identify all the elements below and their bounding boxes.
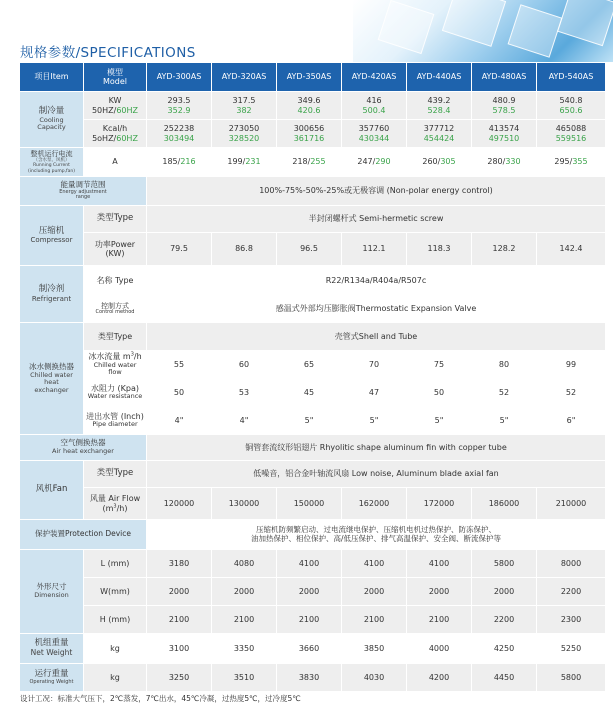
dimension-w-row [20, 578, 606, 606]
ice-cubes-banner [353, 0, 613, 62]
cooling-kw-cell: 293.5 352.9 [147, 92, 212, 120]
air-label: 空气侧换热器 Air heat exchanger [20, 435, 147, 461]
op-weight-cell: 4200 [407, 664, 472, 692]
flow-cell: 65 [277, 351, 342, 379]
model-header: 模型 Model [84, 63, 147, 92]
airflow-cell: 172000 [407, 488, 472, 520]
height-cell: 2100 [277, 606, 342, 634]
protection-row [20, 520, 606, 550]
flow-cell: 99 [537, 351, 606, 379]
compressor-power-row [20, 233, 606, 266]
fan-type-row [20, 461, 606, 488]
net-weight-cell: 4250 [472, 634, 537, 664]
dimension-w-label: W(mm) [84, 578, 147, 606]
current-cell: 185/216 [147, 148, 212, 177]
refrigerant-control-row [20, 296, 606, 323]
width-cell: 2000 [212, 578, 277, 606]
refrigerant-control-label: 控制方式 Control method [84, 296, 147, 323]
op-weight-cell: 3250 [147, 664, 212, 692]
resistance-cell: 50 [147, 379, 212, 407]
resistance-cell: 52 [537, 379, 606, 407]
width-cell: 2000 [342, 578, 407, 606]
cooling-kcal-cell: 465088 559516 [537, 120, 606, 148]
flow-cell: 70 [342, 351, 407, 379]
op-weight-cell: 5800 [537, 664, 606, 692]
protection-value: 压缩机防频繁启动、过电流继电保护、压缩机电机过热保护、防冻保护、 油加热保护、相位保护、高/低压保护、排气高温保护、安全阀、断流保护等 [147, 520, 606, 550]
power-cell: 86.8 [212, 233, 277, 266]
flow-cell: 55 [147, 351, 212, 379]
net-weight-cell: 3350 [212, 634, 277, 664]
airflow-cell: 130000 [212, 488, 277, 520]
cooling-kw-cell: 540.8 650.6 [537, 92, 606, 120]
energy-row [20, 177, 606, 206]
net-weight-cell: 3100 [147, 634, 212, 664]
compressor-type-row [20, 206, 606, 233]
refrigerant-name-value: R22/R134a/R404a/R507c [147, 266, 606, 296]
chilled-type-value: 壳管式Shell and Tube [147, 323, 606, 351]
net-weight-row [20, 634, 606, 664]
dimension-l-label: L (mm) [84, 550, 147, 578]
op-weight-cell: 4450 [472, 664, 537, 692]
power-cell: 96.5 [277, 233, 342, 266]
refrigerant-control-value: 感温式外部均压膨胀阀Thermostatic Expansion Valve [147, 296, 606, 323]
current-unit: A [84, 148, 147, 177]
resistance-cell: 45 [277, 379, 342, 407]
net-weight-unit: kg [84, 634, 147, 664]
power-cell: 79.5 [147, 233, 212, 266]
cooling-label: 制冷量 Cooling Capacity [20, 92, 84, 148]
airflow-cell: 150000 [277, 488, 342, 520]
model-col-1: AYD-300AS [147, 63, 212, 92]
pipe-cell: 6" [537, 407, 606, 435]
length-cell: 4100 [277, 550, 342, 578]
cooling-kw-cell: 439.2 528.4 [407, 92, 472, 120]
chilled-pipe-row [20, 407, 606, 435]
dimension-label: 外形尺寸 Dimension [20, 550, 84, 634]
refrigerant-name-label: 名称 Type [84, 266, 147, 296]
flow-cell: 80 [472, 351, 537, 379]
cooling-kcal-cell: 273050 328520 [212, 120, 277, 148]
energy-label: 能量调节范围 Energy adjustment range [20, 177, 147, 206]
cooling-kw-unit: KW 50HZ/60HZ [84, 92, 147, 120]
height-cell: 2100 [407, 606, 472, 634]
pipe-cell: 4" [147, 407, 212, 435]
protection-label: 保护装置Protection Device [20, 520, 147, 550]
length-cell: 8000 [537, 550, 606, 578]
model-col-6: AYD-480AS [472, 63, 537, 92]
power-cell: 118.3 [407, 233, 472, 266]
length-cell: 4080 [212, 550, 277, 578]
energy-value: 100%-75%-50%-25%或无极容调 (Non-polar energy control) [147, 177, 606, 206]
current-label: 整机运行电流 （含水泵、风机） Running Current (including pump,fan) [20, 148, 84, 177]
resistance-cell: 52 [472, 379, 537, 407]
cooling-kcal-cell: 413574 497510 [472, 120, 537, 148]
compressor-power-label: 功率Power (KW) [84, 233, 147, 266]
chilled-pipe-label: 进出水管 (Inch) Pipe diameter [84, 407, 147, 435]
cooling-kw-cell: 349.6 420.6 [277, 92, 342, 120]
length-cell: 5800 [472, 550, 537, 578]
item-header: 项目Item [20, 63, 84, 92]
chilled-resistance-label: 水阻力 (Kpa) Water resistance [84, 379, 147, 407]
model-col-4: AYD-420AS [342, 63, 407, 92]
airflow-cell: 162000 [342, 488, 407, 520]
dimension-h-row [20, 606, 606, 634]
dimension-h-label: H (mm) [84, 606, 147, 634]
cooling-kw-row [20, 92, 606, 120]
power-cell: 128.2 [472, 233, 537, 266]
cooling-kcal-row [20, 120, 606, 148]
current-row [20, 148, 606, 177]
fan-flow-row [20, 488, 606, 520]
chilled-label: 冰水侧换热器 Chilled water heat exchanger [20, 323, 84, 435]
airflow-cell: 210000 [537, 488, 606, 520]
height-cell: 2300 [537, 606, 606, 634]
op-weight-cell: 3510 [212, 664, 277, 692]
length-cell: 4100 [342, 550, 407, 578]
refrigerant-label: 制冷剂 Refrigerant [20, 266, 84, 323]
resistance-cell: 53 [212, 379, 277, 407]
height-cell: 2100 [147, 606, 212, 634]
op-weight-cell: 4030 [342, 664, 407, 692]
height-cell: 2100 [212, 606, 277, 634]
fan-type-label: 类型Type [84, 461, 147, 488]
cooling-kw-cell: 416 500.4 [342, 92, 407, 120]
power-cell: 142.4 [537, 233, 606, 266]
page-title: 规格参数/SPECIFICATIONS [20, 45, 196, 61]
cooling-kcal-cell: 252238 303494 [147, 120, 212, 148]
air-value: 铜管套流纹形铝翅片 Rhyolitic shape aluminum fin with copper tube [147, 435, 606, 461]
fan-label: 风机Fan [20, 461, 84, 520]
cooling-kcal-cell: 377712 454424 [407, 120, 472, 148]
net-weight-cell: 4000 [407, 634, 472, 664]
spec-table [19, 62, 606, 692]
width-cell: 2200 [537, 578, 606, 606]
design-conditions-note: 设计工况：标准大气压下，2℃蒸发，7℃出水，45℃冷凝，过热度5℃，过冷度5℃ [20, 694, 301, 703]
flow-cell: 60 [212, 351, 277, 379]
width-cell: 2000 [472, 578, 537, 606]
cooling-kcal-unit: Kcal/h 5oHZ/60HZ [84, 120, 147, 148]
model-col-5: AYD-440AS [407, 63, 472, 92]
chilled-flow-label: 冰水流量 $m^3/h$ Chilled water flow [84, 351, 147, 379]
resistance-cell: 47 [342, 379, 407, 407]
model-col-7: AYD-540AS [537, 63, 606, 92]
current-cell: 280/330 [472, 148, 537, 177]
chilled-type-label: 类型Type [84, 323, 147, 351]
pipe-cell: 5" [277, 407, 342, 435]
chilled-flow-row [20, 351, 606, 379]
power-cell: 112.1 [342, 233, 407, 266]
cooling-kw-cell: 317.5 382 [212, 92, 277, 120]
dimension-l-row [20, 550, 606, 578]
chilled-resistance-row [20, 379, 606, 407]
height-cell: 2100 [342, 606, 407, 634]
current-cell: 247/290 [342, 148, 407, 177]
pipe-cell: 4" [212, 407, 277, 435]
model-col-3: AYD-350AS [277, 63, 342, 92]
compressor-type-label: 类型Type [84, 206, 147, 233]
op-weight-label: 运行重量 Operating Weight [20, 664, 84, 692]
refrigerant-name-row [20, 266, 606, 296]
pipe-cell: 5" [342, 407, 407, 435]
net-weight-cell: 3660 [277, 634, 342, 664]
compressor-label: 压缩机 Compressor [20, 206, 84, 266]
pipe-cell: 5" [407, 407, 472, 435]
net-weight-cell: 3850 [342, 634, 407, 664]
current-cell: 260/305 [407, 148, 472, 177]
net-weight-label: 机组重量 Net Weight [20, 634, 84, 664]
chilled-type-row [20, 323, 606, 351]
width-cell: 2000 [407, 578, 472, 606]
net-weight-cell: 5250 [537, 634, 606, 664]
pipe-cell: 5" [472, 407, 537, 435]
cooling-kcal-cell: 357760 430344 [342, 120, 407, 148]
compressor-type-value: 半封闭螺杆式 Semi-hermetic screw [147, 206, 606, 233]
header-row [20, 63, 606, 92]
fan-flow-label: 风量 Air Flow $(m^3/h)$ [84, 488, 147, 520]
current-cell: 199/231 [212, 148, 277, 177]
op-weight-cell: 3830 [277, 664, 342, 692]
model-col-2: AYD-320AS [212, 63, 277, 92]
air-row [20, 435, 606, 461]
length-cell: 3180 [147, 550, 212, 578]
airflow-cell: 186000 [472, 488, 537, 520]
fan-type-value: 低噪音，铝合金叶轴流风扇 Low noise, Aluminum blade axial fan [147, 461, 606, 488]
current-cell: 295/355 [537, 148, 606, 177]
width-cell: 2000 [147, 578, 212, 606]
cooling-kcal-cell: 300656 361716 [277, 120, 342, 148]
length-cell: 4100 [407, 550, 472, 578]
airflow-cell: 120000 [147, 488, 212, 520]
cooling-kw-cell: 480.9 578.5 [472, 92, 537, 120]
width-cell: 2000 [277, 578, 342, 606]
height-cell: 2200 [472, 606, 537, 634]
op-weight-row [20, 664, 606, 692]
resistance-cell: 50 [407, 379, 472, 407]
op-weight-unit: kg [84, 664, 147, 692]
current-cell: 218/255 [277, 148, 342, 177]
flow-cell: 75 [407, 351, 472, 379]
